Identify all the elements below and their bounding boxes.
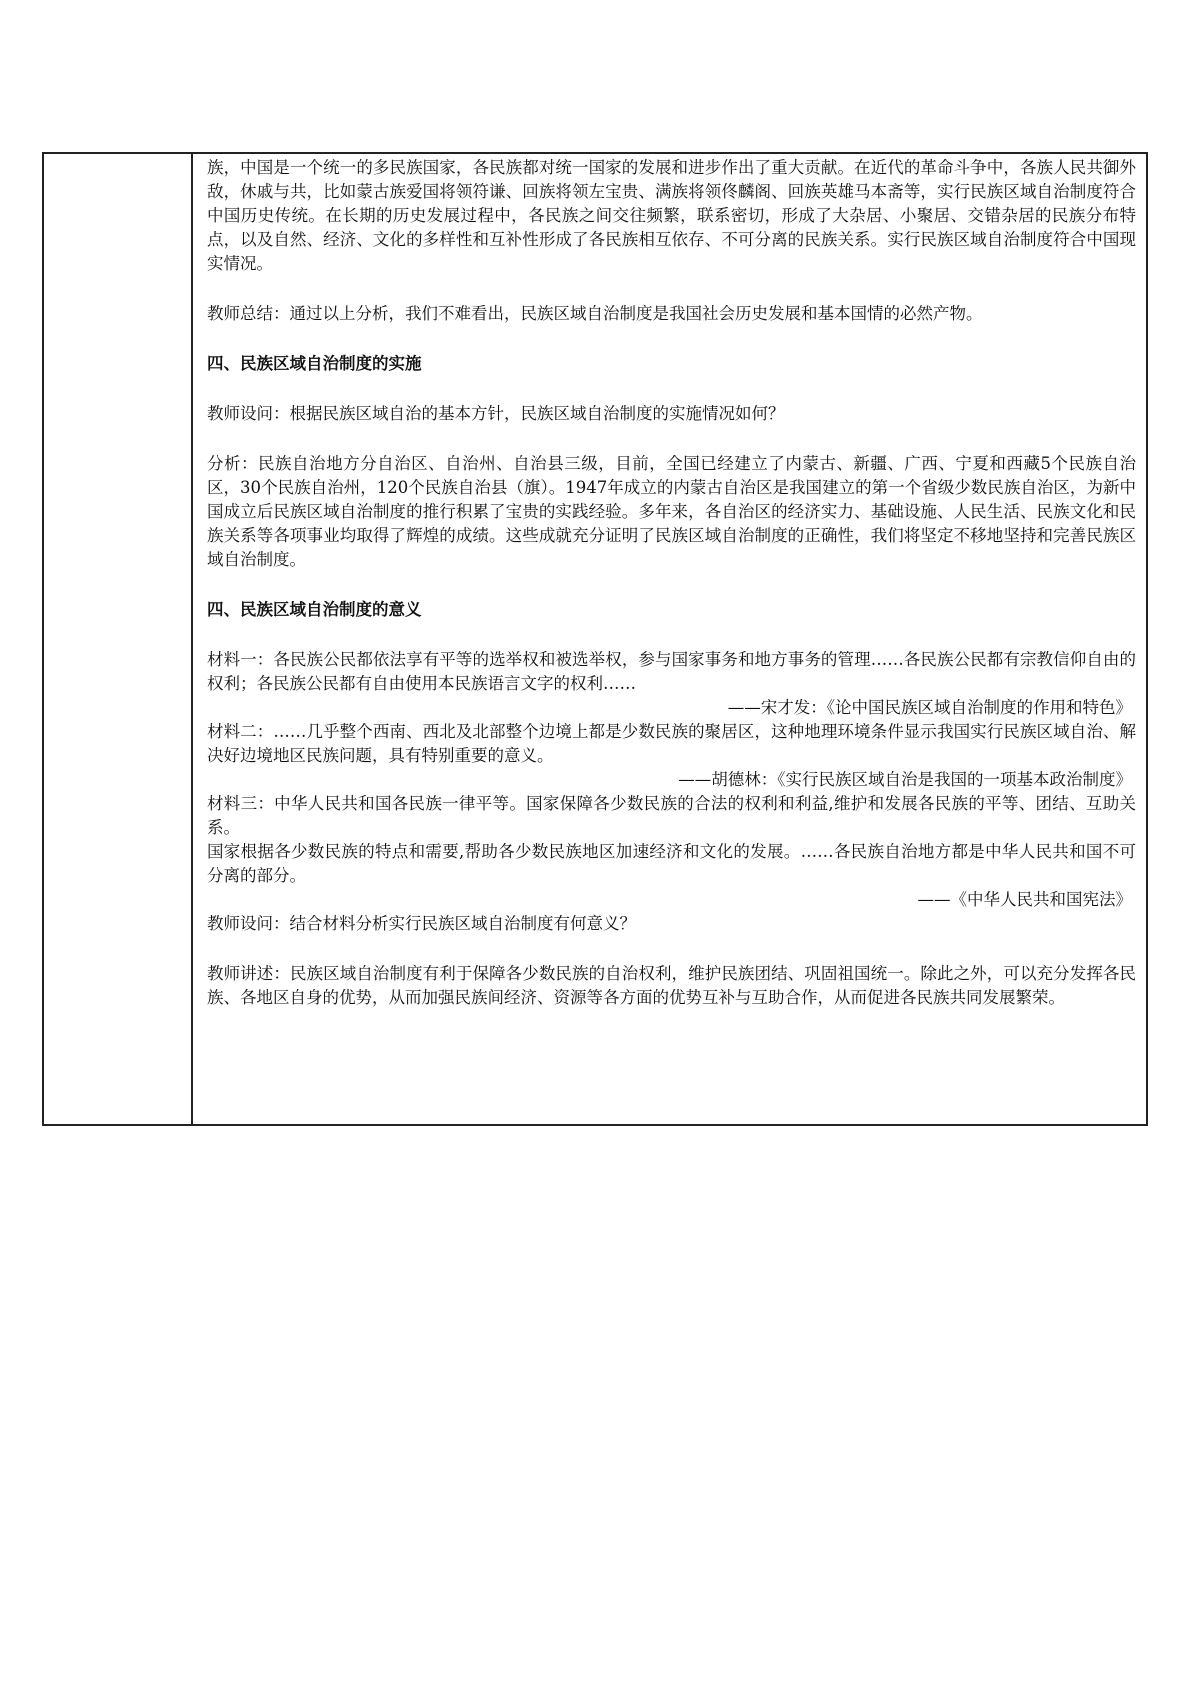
section-heading-implementation: 四、民族区域自治制度的实施 <box>207 354 422 373</box>
teacher-summary: 教师总结：通过以上分析，我们不难看出，民族区域自治制度是我国社会历史发展和基本国情的必然产物。 <box>207 304 983 323</box>
material-three-source: ——《中华人民共和国宪法》 <box>917 890 1132 909</box>
lesson-table <box>42 152 1148 1126</box>
material-two-source: ——胡德林：《实行民族区域自治是我国的一项基本政治制度》 <box>678 770 1132 789</box>
teacher-question-significance: 教师设问：结合材料分析实行民族区域自治制度有何意义？ <box>207 914 636 933</box>
analysis-paragraph: 分析：民族自治地方分自治区、自治州、自治县三级，目前，全国已经建立了内蒙古、新疆、广西、宁夏和西藏5个民族自治区，30个民族自治州，120个民族自治县（旗）。1947年成立的内蒙古自治区是我国建立的第一个省级少数民族自治区，为新中国成立后民族区域自治制度的推行积累了宝贵的实践经验。多年来，各自治区的经济实力、基础设施、人民生活、民族文化和民族关系等各项事业均取得了辉煌的成绩。这些成就充分证明了民族区域自治制度的正确性，我们将坚定不移地坚持和完善民族区域自治制度。 <box>207 454 1136 569</box>
material-two: 材料二：……几乎整个西南、西北及北部整个边境上都是少数民族的聚居区，这种地理环境条件显示我国实行民族区域自治、解决好边境地区民族问题，具有特别重要的意义。 <box>207 722 1136 765</box>
intro-paragraph: 族，中国是一个统一的多民族国家，各民族都对统一国家的发展和进步作出了重大贡献。在近代的革命斗争中，各族人民共御外敌，休戚与共，比如蒙古族爱国将领符谦、回族将领左宝贵、满族将领佟麟阁、回族英雄马本斋等，实行民族区域自治制度符合中国历史传统。在长期的历史发展过程中，各民族之间交往频繁，联系密切，形成了大杂居、小聚居、交错杂居的民族分布特点，以及自然、经济、文化的多样性和互补性形成了各民族相互依存、不可分离的民族关系。实行民族区域自治制度符合中国现实情况。 <box>207 158 1136 273</box>
material-three-part-b: 国家根据各少数民族的特点和需要,帮助各少数民族地区加速经济和文化的发展。……各民族自治地方都是中华人民共和国不可分离的部分。 <box>207 842 1136 885</box>
table-left-column <box>44 154 193 1124</box>
material-one-source: ——宋才发：《论中国民族区域自治制度的作用和特色》 <box>727 698 1132 717</box>
teacher-question-implementation: 教师设问：根据民族区域自治的基本方针，民族区域自治制度的实施情况如何？ <box>207 404 785 423</box>
material-three-part-a: 材料三：中华人民共和国各民族一律平等。国家保障各少数民族的合法的权利和利益,维护和发展各民族的平等、团结、互助关系。 <box>207 794 1136 837</box>
table-content-column <box>195 154 1146 1124</box>
material-one: 材料一：各民族公民都依法享有平等的选举权和被选举权，参与国家事务和地方事务的管理……各民族公民都有宗教信仰自由的权利；各民族公民都有自由使用本民族语言文字的权利…… <box>207 650 1136 693</box>
teacher-explanation: 教师讲述：民族区域自治制度有利于保障各少数民族的自治权利，维护民族团结、巩固祖国统一。除此之外，可以充分发挥各民族、各地区自身的优势，从而加强民族间经济、资源等各方面的优势互补与互助合作，从而促进各民族共同发展繁荣。 <box>207 964 1136 1007</box>
section-heading-significance: 四、民族区域自治制度的意义 <box>207 600 422 619</box>
